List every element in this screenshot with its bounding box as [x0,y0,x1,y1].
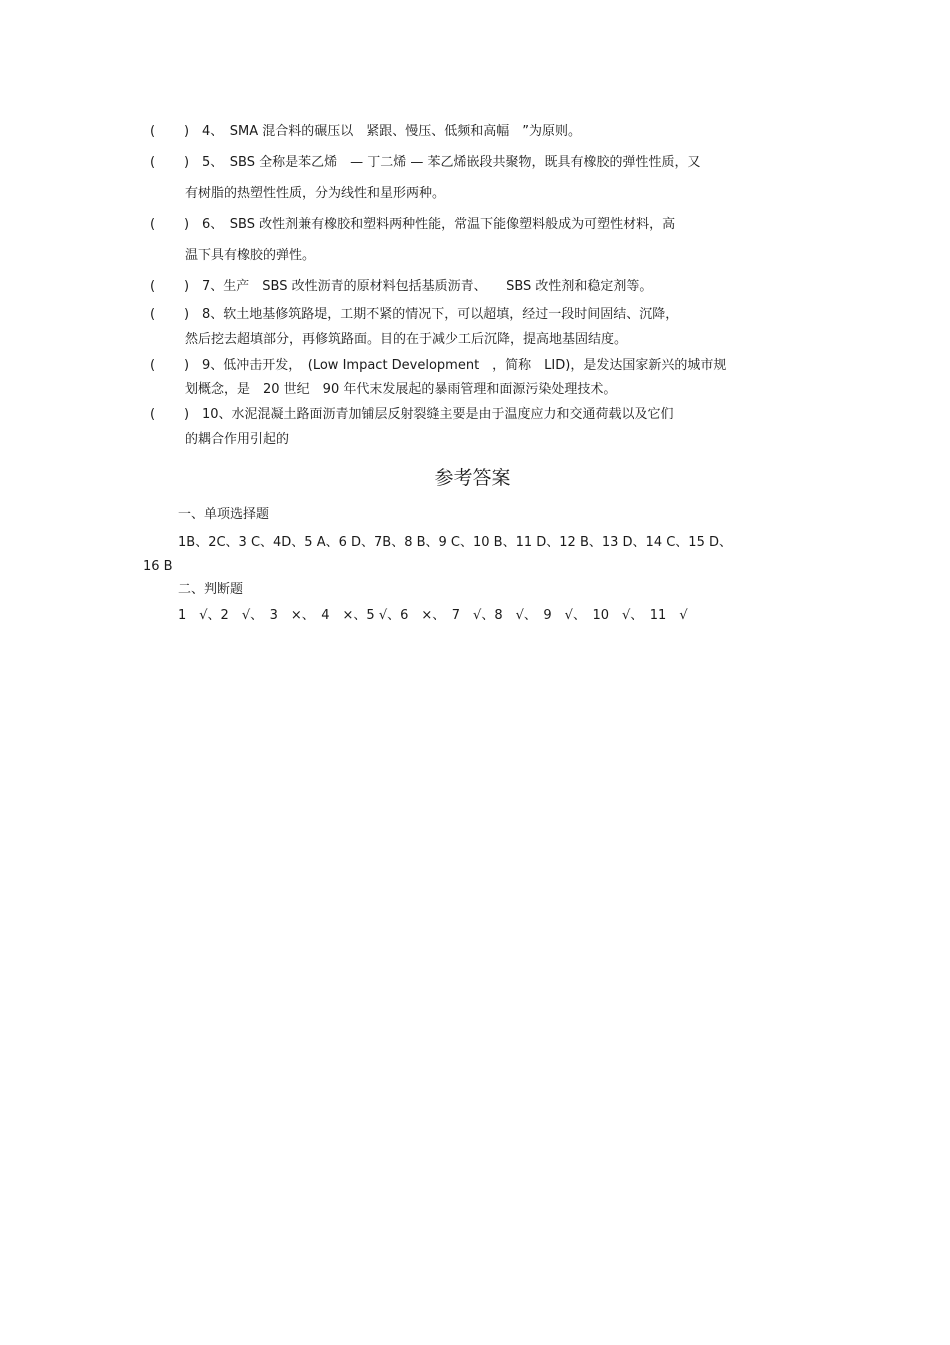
section-heading-single-choice: 一、单项选择题 [178,507,270,522]
answer-blank-close: ) [184,217,190,232]
question-text: 4、 SMA 混合料的碾压以 紧跟、慢压、低频和高幅 ”为原则。 [202,124,581,139]
question-text: 5、 SBS 全称是苯乙烯 — 丁二烯 — 苯乙烯嵌段共聚物，既具有橡胶的弹性性质，又 [202,155,701,170]
question-text-continued: 温下具有橡胶的弹性。 [185,248,316,263]
question-text-continued: 有树脂的热塑性性质，分为线性和星形两种。 [185,186,446,201]
answer-blank-open: ( [150,407,156,422]
answer-key-title: 参考答案 [434,467,511,489]
answer-blank-close: ) [184,124,190,139]
answer-blank-close: ) [184,155,190,170]
single-choice-answers-continued: 16 B [143,559,173,574]
question-text: 10、水泥混凝土路面沥青加铺层反射裂缝主要是由于温度应力和交通荷载以及它们 [202,407,674,422]
answer-blank-close: ) [184,407,190,422]
question-text-continued: 划概念，是 20 世纪 90 年代末发展起的暴雨管理和面源污染处理技术。 [185,382,617,397]
question-text-continued: 然后挖去超填部分，再修筑路面。目的在于减少工后沉降，提高地基固结度。 [185,332,628,347]
answer-blank-close: ) [184,307,190,322]
question-text: 7、生产 SBS 改性沥青的原材料包括基质沥青、 SBS 改性剂和稳定剂等。 [202,279,653,294]
section-heading-true-false: 二、判断题 [178,582,244,597]
answer-blank-open: ( [150,358,156,373]
question-text: 6、 SBS 改性剂兼有橡胶和塑料两种性能，常温下能像塑料般成为可塑性材料，高 [202,217,676,232]
answer-blank-open: ( [150,155,156,170]
answer-blank-open: ( [150,279,156,294]
answer-blank-open: ( [150,307,156,322]
question-text-continued: 的耦合作用引起的 [185,432,290,447]
answer-blank-open: ( [150,217,156,232]
answer-blank-open: ( [150,124,156,139]
answer-blank-close: ) [184,279,190,294]
answer-blank-close: ) [184,358,190,373]
true-false-answers: 1 √、2 √、 3 ×、 4 ×、5 √、6 ×、 7 √、8 √、 9 √、 10 √、 11 √ [178,608,688,623]
question-text: 9、低冲击开发， (Low Impact Development ，简称 LID)，是发达国家新兴的城市规 [202,358,727,373]
question-text: 8、软土地基修筑路堤，工期不紧的情况下，可以超填，经过一段时间固结、沉降， [202,307,679,322]
single-choice-answers: 1B、2C、3 C、4D、5 A、6 D、7B、8 B、9 C、10 B、11 D、12 B、13 D、14 C、15 D、 [178,535,732,550]
